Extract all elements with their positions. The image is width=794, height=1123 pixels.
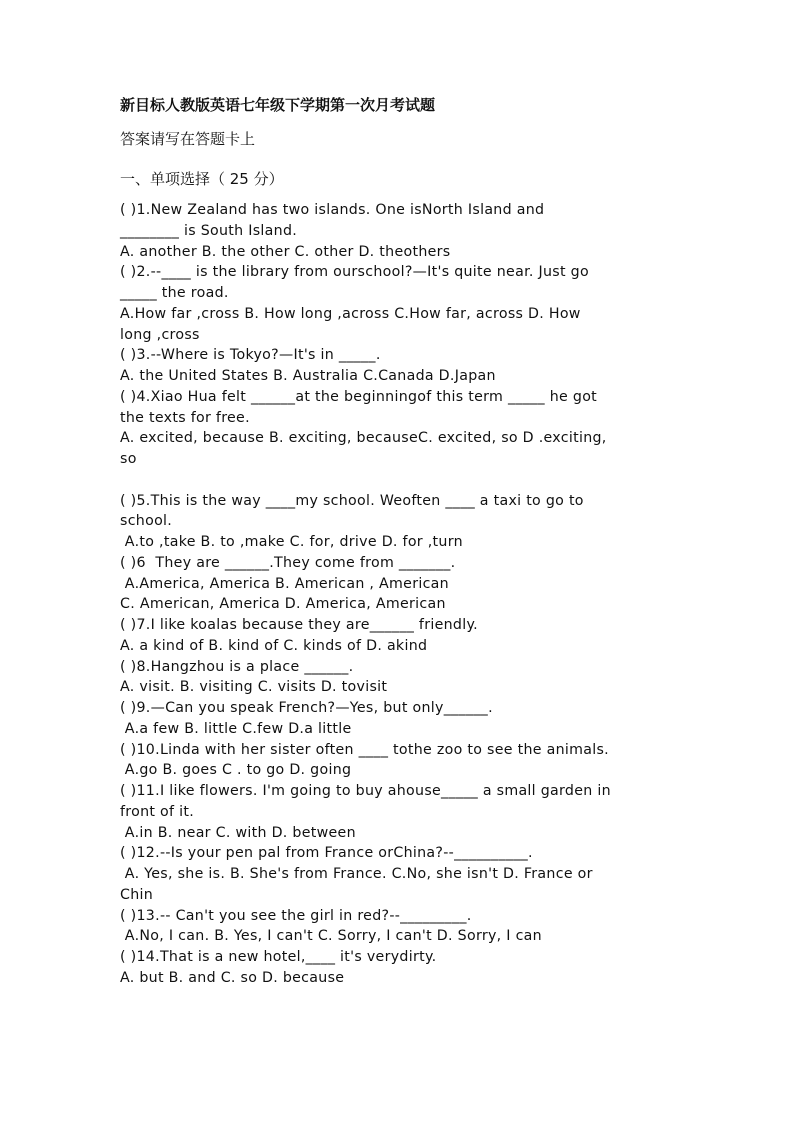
- exam-page: [120, 94, 680, 989]
- question-line: ( )3.--Where is Tokyo?—It's in _____.: [120, 347, 381, 364]
- question-line: ( )7.I like koalas because they are______ friendly.: [120, 617, 478, 633]
- question-line: [120, 470, 680, 491]
- question-line: the texts for free.: [120, 409, 250, 426]
- question-line: long ,cross: [120, 326, 200, 343]
- question-line: A. excited, because B. exciting, becauseC. excited, so D .exciting,: [120, 430, 607, 447]
- question-line: A.go B. goes C . to go D. going: [120, 762, 352, 779]
- question-line: A.to ,take B. to ,make C. for, drive D. for ,turn: [120, 534, 463, 550]
- question-lines: [120, 200, 680, 989]
- exam-title: 新目标人教版英语七年级下学期第一次月考试题: [120, 96, 436, 114]
- question-line: school.: [120, 513, 173, 530]
- question-line: A. the United States B. Australia C.Canada D.Japan: [120, 368, 496, 384]
- question-line: ( )8.Hangzhou is a place ______.: [120, 658, 354, 675]
- question-line: A.a few B. little C.few D.a little: [120, 720, 352, 737]
- section-heading: 一、单项选择（ 25 分）: [120, 170, 284, 188]
- question-line: A. visit. B. visiting C. visits D. tovisit: [120, 679, 388, 696]
- question-line: so: [120, 451, 137, 467]
- question-line: A.No, I can. B. Yes, I can't C. Sorry, I can't D. Sorry, I can: [120, 928, 542, 945]
- question-line: ( )4.Xiao Hua felt ______at the beginningof this term _____ he got: [120, 388, 598, 405]
- question-line: A.How far ,cross B. How long ,across C.How far, across D. How: [120, 305, 581, 322]
- question-line: front of it.: [120, 803, 195, 820]
- exam-instruction: 答案请写在答题卡上: [120, 130, 256, 148]
- question-line: ( )14.That is a new hotel,____ it's verydirty.: [120, 949, 437, 965]
- question-line: ( )1.New Zealand has two islands. One isNorth Island and: [120, 202, 545, 218]
- question-line: A. Yes, she is. B. She's from France. C.No, she isn't D. France or: [120, 866, 593, 882]
- question-line: ________ is South Island.: [120, 222, 298, 239]
- question-line: ( )2.--____ is the library from ourschool?—It's quite near. Just go: [120, 264, 589, 281]
- question-line: A. another B. the other C. other D. theothers: [120, 243, 451, 260]
- question-line: C. American, America D. America, American: [120, 596, 446, 613]
- question-line: A.in B. near C. with D. between: [120, 824, 356, 841]
- question-line: ( )11.I like flowers. I'm going to buy ahouse_____ a small garden in: [120, 783, 611, 799]
- question-line: A. a kind of B. kind of C. kinds of D. akind: [120, 637, 428, 654]
- question-line: ( )12.--Is your pen pal from France orChina?--__________.: [120, 845, 533, 862]
- question-line: ( )13.-- Can't you see the girl in red?--_________.: [120, 907, 472, 924]
- question-line: Chin: [120, 886, 154, 903]
- question-line: ( )6 They are ______.They come from _______.: [120, 554, 456, 571]
- question-line: A. but B. and C. so D. because: [120, 969, 345, 986]
- question-line: ( )10.Linda with her sister often ____ tothe zoo to see the animals.: [120, 741, 609, 758]
- question-line: _____ the road.: [120, 285, 229, 301]
- question-line: ( )5.This is the way ____my school. Weoften ____ a taxi to go to: [120, 492, 584, 509]
- question-line: ( )9.—Can you speak French?—Yes, but only______.: [120, 700, 493, 716]
- question-line: A.America, America B. American , American: [120, 575, 449, 592]
